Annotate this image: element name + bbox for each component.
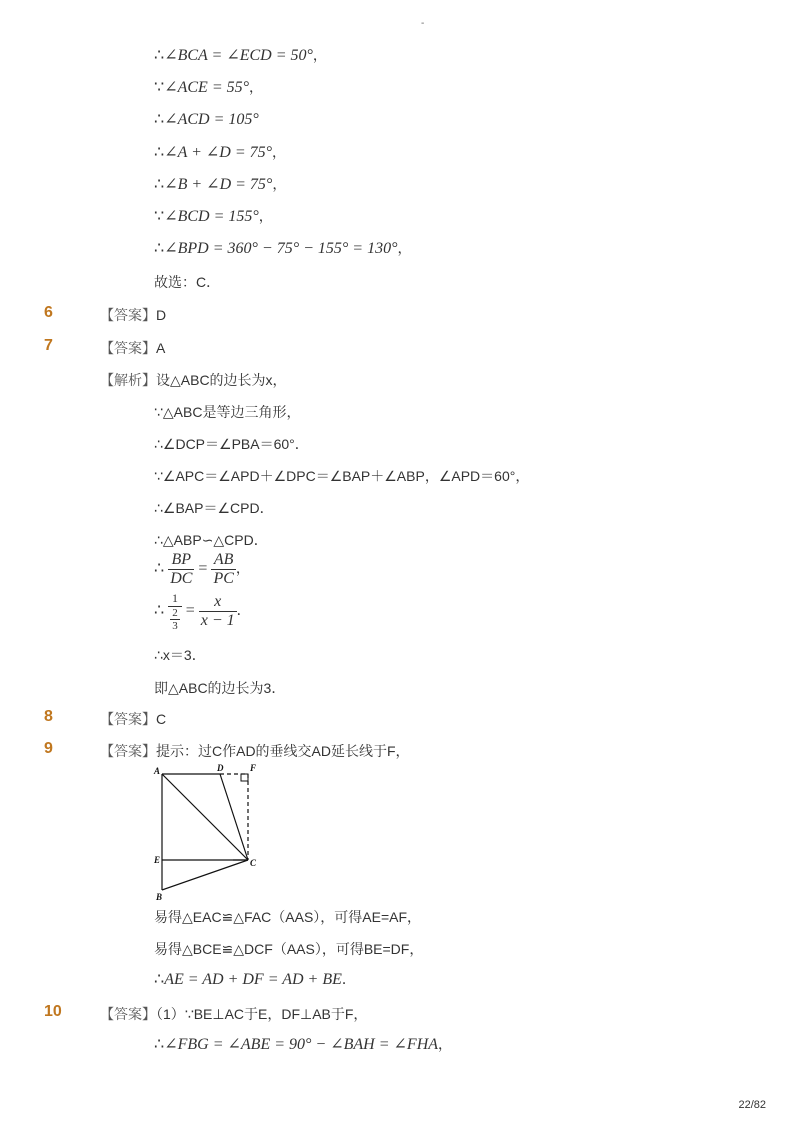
- question-number-9: 9: [44, 740, 53, 757]
- proof-step: 易得△BCE≌△DCF（AAS），可得BE=DF，: [154, 941, 424, 957]
- answer-label: 【答案】: [100, 307, 156, 323]
- analysis-step: ∴∠DCP＝∠PBA＝60°．: [154, 436, 309, 452]
- answer-value: C: [156, 711, 167, 727]
- analysis-line: 【解析】设△ABC的边长为x，: [100, 372, 287, 388]
- answer-line-10: [100, 1004, 367, 1024]
- header-mark: -: [421, 18, 425, 29]
- answer-line-8: [100, 709, 166, 729]
- question-number-6: 6: [44, 304, 53, 321]
- fraction-equation-2: ∴ $\frac{1}{\frac{2}{3}}$ = $\frac{x}{x - 1}$ ．: [154, 591, 251, 632]
- question-number-7: 7: [44, 337, 53, 354]
- segment-DC: [220, 774, 248, 860]
- solution-line: ∴∠ACD = 105°: [154, 111, 259, 128]
- proof-conclusion: ∴AE = AD + DF = AD + BE．: [154, 971, 356, 988]
- solution-line: ∴∠B + ∠D = 75°，: [154, 176, 287, 193]
- question-number-8: 8: [44, 708, 53, 725]
- segment-BC: [162, 860, 248, 890]
- analysis-step: ∴△ABP∽△CPD．: [154, 532, 268, 548]
- fraction-equation-1: ∴ $\frac{BP}{DC}$ = $\frac{AB}{PC}$ ，: [154, 551, 250, 587]
- answer-label: 【答案】: [100, 743, 156, 759]
- analysis-step: 即△ABC的边长为3．: [154, 680, 286, 696]
- proof-step: 易得△EAC≌△FAC（AAS），可得AE=AF，: [154, 909, 422, 925]
- answer-value: 提示：过C作AD的垂线交AD延长线于F，: [156, 743, 410, 759]
- analysis-step: ∴∠BAP＝∠CPD．: [154, 500, 274, 516]
- solution-line: ∵∠ACE = 55°，: [154, 79, 264, 96]
- answer-label: 【答案】: [100, 711, 156, 727]
- answer-label: 【答案】: [100, 340, 156, 356]
- label-A: A: [154, 766, 161, 776]
- label-E: E: [154, 855, 161, 865]
- solution-line: ∴∠BCA = ∠ECD = 50°，: [154, 47, 327, 64]
- geometry-figure: [150, 762, 270, 902]
- solution-line: ∴∠BPD = 360° − 75° − 155° = 130°，: [154, 240, 412, 257]
- label-D: D: [217, 763, 224, 773]
- proof-step: ∴∠FBG = ∠ABE = 90° − ∠BAH = ∠FHA，: [154, 1036, 453, 1053]
- answer-line-6: [100, 305, 166, 325]
- answer-label: 【答案】: [100, 1006, 156, 1022]
- segment-AC: [162, 774, 248, 860]
- label-C: C: [250, 858, 257, 868]
- conclusion-line: 故选：C．: [154, 274, 221, 290]
- analysis-step: ∵∠APC＝∠APD＋∠DPC＝∠BAP＋∠ABP，∠APD＝60°，: [154, 468, 530, 484]
- analysis-label: 【解析】: [100, 372, 156, 388]
- page-number: 22/82: [738, 1099, 766, 1111]
- answer-line-9: [100, 741, 410, 761]
- solution-line: ∵∠BCD = 155°，: [154, 208, 273, 225]
- right-angle-mark: [241, 774, 248, 781]
- answer-value: D: [156, 307, 167, 323]
- answer-line-7: [100, 338, 165, 358]
- analysis-step: ∴x＝3．: [154, 647, 206, 663]
- question-number-10: 10: [44, 1003, 62, 1020]
- analysis-step: ∵△ABC是等边三角形，: [154, 404, 301, 420]
- answer-value: （1）∵BE⊥AC于E，DF⊥AB于F，: [156, 1006, 368, 1022]
- label-F: F: [250, 763, 257, 773]
- label-B: B: [156, 892, 163, 902]
- answer-value: A: [156, 340, 166, 356]
- solution-line: ∴∠A + ∠D = 75°，: [154, 144, 287, 161]
